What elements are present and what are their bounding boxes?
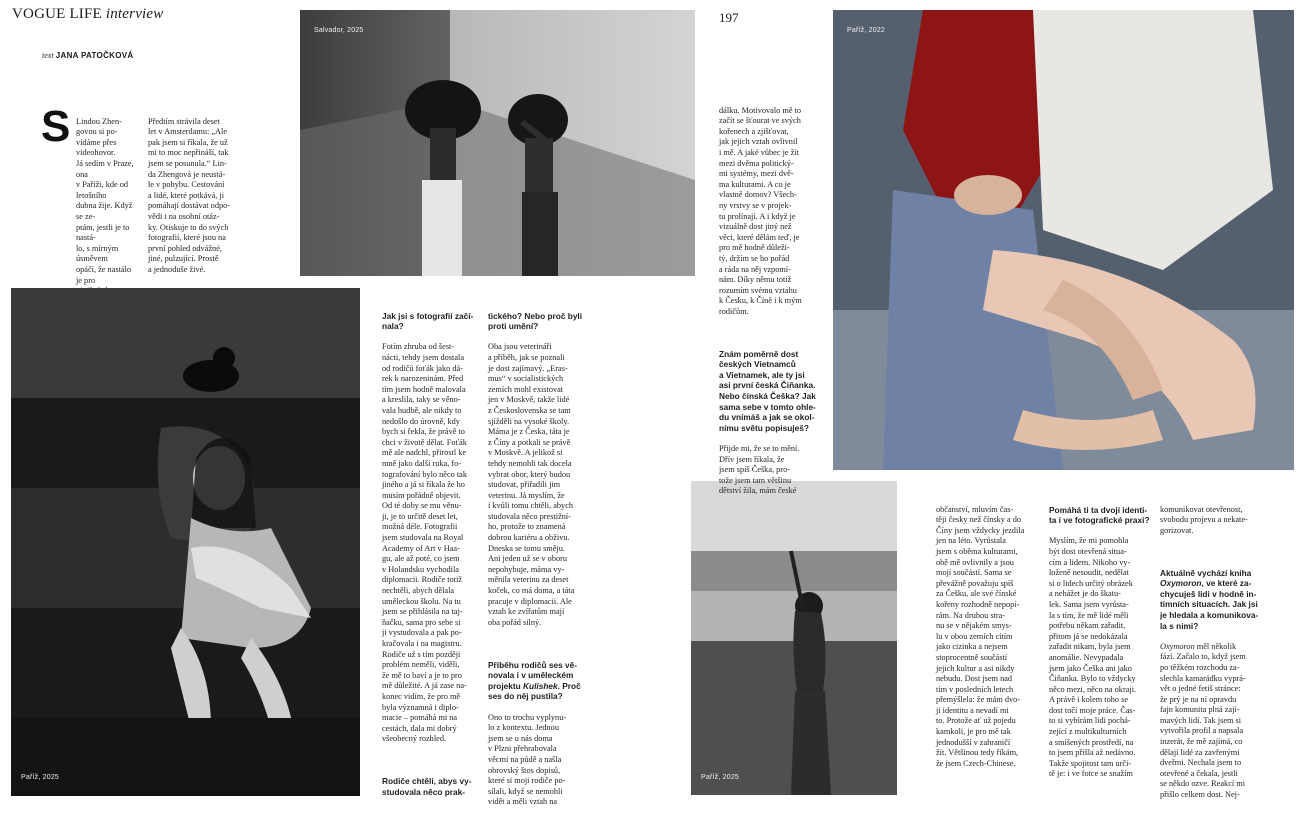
answer-1: Fotím zhruba od šest- nácti, tehdy jsem dostala od rodičů foťák jako dá- rek k narozeninám. Před tím jsem hodně malovala a kreslila, taky se věno- vala hudbě, ale nikdy to nedošlo do úrovně, kdy bych si řekla, že právě to chci v životě dělat. Foťák mě ale nadchl, přirostl ke mně jako další ruka, fo- tografování bylo něco tak jiného a já si říkala že ho musím pořádně objevit. Od té doby se mu věnu- ji, je to určitě deset let, možná déle. Fotografii jsem studovala na Royal Academy of Art v Haa- gu, ale až poté, co jsem v Holandsku vychodila diplomacii. Rodiče totiž nechtěli, abych dělala uměleckou školu. Na tu jsem se přihlásila na taj- ňačku, sama pro sebe si ji vystudovala a pak po- kračovala i na magistru. Rodiče už s tím později problém neměli, viděli, že mě to baví a je to pro mě důležité. A já zase na- konec vidím, že pro mě byla významná i diplo- macie – pomáhá mi na cestách, dala mi dobrý všeobecný rozhled. xyxy=(382,342,468,744)
magazine-header xyxy=(12,6,163,23)
answer-2: Oba jsou veterináři a příběh, jak se poznali je dost zajímavý. „Eras- mus“ v socialistických zemích mohl existovat jen v Moskvě, takže lidé z Československa se tam sjížděli na vysoké školy. Máma je z Česka, táta je z Číny a potkali se právě v Moskvě. A jelikož si tehdy nemohli tak docela vybrat obor, který budou studovat, přiřadili jim veterinu. Já myslím, že i kvůli tomu chtěli, abych studovala něco prestižní- ho, protože to znamená dobrou kariéru a obživu. Dneska se tomu směju. Ani jeden už se v oboru nepohybuje, máma vy- měnila veterinu za deset koček, co má doma, a táta pracuje v diplomacii. Ale vztah ke zvířatům mají oba pořád silný. xyxy=(488,342,575,627)
question-4: Znám poměrně dost českých Vietnamců a Vietnamek, ale ty jsi asi první česká Čiňanka. Nebo čínská Češka? Jak sama sebe v tomto ohle- du vnímáš a jak se okol- nímu světu popisuješ? xyxy=(719,348,816,433)
answer-5-cont: komunikovat otevřenost, svobodu projevu a nekate- gorizovat. xyxy=(1160,504,1248,535)
body-column-d xyxy=(936,494,1040,780)
byline-prefix: text xyxy=(42,51,54,60)
book-title-inline: Oxymoron xyxy=(1160,641,1195,651)
drop-cap: S xyxy=(41,102,71,151)
answer-4: Přijde mi, že se to mění. Dřív jsem říkala, že jsem spíš Češka, pro- tože jsem tam většinu dětství žila, mám české xyxy=(719,444,800,496)
answer-4-cont: občanství, mluvím čas- těji česky než čínsky a do Číny jsem vždycky jezdila jen na léto. Vyrůstala jsem s oběma kulturami, obě mě ovlivnily a jsou mojí součástí. Sama se převážně považuju spíš za Češku, ale své čínské kořeny rozhodně nepopí- rám. Na druhou stra- nu se v nějakém smys- lu v obou zemích cítím jako cizinka a nejsem stoprocentně součástí jejich kultur a asi nikdy nebudu. Dost jsem nad tím v posledních letech přemýšlela: že mám dvo- ji identitu a nevadí mi to. Protože ať už pojedu kamkoli, je pro mě tak jednodušší v zahraničí žít. Většinou tedy říkám, že jsem Czech-Chinese. xyxy=(936,504,1025,768)
question-6-part-b: , ve které za- chycuješ lidi v hodně in- timních situacích. Jak jsi je hledala a komunikova- la s nimi? xyxy=(1160,578,1259,631)
photo-paris-2022-image xyxy=(833,10,1294,470)
photo-paris-2022 xyxy=(833,10,1294,470)
photo-caption: Paříž, 2025 xyxy=(701,774,739,781)
photo-salvador-image xyxy=(300,10,695,276)
byline-author: JANA PATOČKOVÁ xyxy=(55,51,134,60)
question-3 xyxy=(488,660,588,702)
byline xyxy=(42,51,133,60)
body-column-e xyxy=(1049,494,1153,791)
question-6 xyxy=(1160,568,1268,632)
body-column-c xyxy=(719,95,819,508)
photo-caption: Paříž, 2025 xyxy=(21,774,59,781)
answer-6 xyxy=(1160,642,1268,801)
answer-5: Myslím, že mi pomohla být dost otevřená situa- cím a lidem. Nikoho vy- loženě nesoudit, nedělat si o lidech určitý obrázek a nehážet je do škatu- lek. Sama jsem vyrůsta- la s tím, že mě lidé měli potřebu někam zařadit, přitom já se nedokázala zařadit nikam, byla jsem anomálie. Nevypadala jsem jako Češka ani jako Čiňanka. Bylo to vždycky něco mezi, něco na okraji. A právě i kolem toho se dost točí moje práce. Čas- to si vybírám lidi pochá- zející z multikulturních a smíšených prostředí, na to jsem přišla až nedávno. Takže spojitost tam urči- tě je: i ve fotce se snažím xyxy=(1049,536,1137,779)
answer-3-cont: dálku. Motivovalo mě to začít se šťourat ve svých kořenech a zjišťovat, jak jejich vztah ovlivnil i mě. A jaké vůbec je žít mezi dvěma politický- mi systémy, mezi dvě- ma kulturami. A co je vlastně domov? Všech- ny vrstvy se v projek- tu prolínají. A i když je vizuálně dost jiný než věci, které dělám teď, je pro mě hodně důleži- tý, držím se ho pořád a ráda na něj vzpomí- nám. Díky němu totiž rozumím svému vztahu k Česku, k Číně i k mým rodičům. xyxy=(719,105,802,316)
intro-text-2: Předtím strávila deset let v Amsterdamu: „Ale pak jsem si říkala, že už mi to moc nepřináší, tak jsem se posunula.“ Lin- da Zhengová je neustá- le v pohybu. Cestování a lidé, které potkává, ji pomáhají dostávat odpo- vědi i na osobní otáz- ky. Otiskuje to do svých fotografií, které jsou na první pohled odvážné, jiné, pulzující. Prostě a jednoduše živé. xyxy=(148,116,231,274)
body-column-f xyxy=(1160,494,1268,811)
answer-3: Ono to trochu vyplynu- lo z kontextu. Jednou jsem se u nás doma v Plzni přehrabovala věcmi na půdě a našla obrovský štos dopisů, které si moji rodiče po- sílali, když se nemohli vidět a měli vztah na xyxy=(488,712,567,807)
question-3-part-a: Příběhu rodičů ses vě- novala i v uměleckém projektu xyxy=(488,659,577,691)
magazine-title: VOGUE LIFE xyxy=(12,6,102,22)
intro-text-1: Lindou Zhen- govou si po- vídáme přes videohovor. Já sedím v Praze, ona v Paříži, kde od letošního dubna žije. Když se ze- ptám, jestli je to nastá- lo, s mírným úsměvem opáčí, že nastálo je pro xyxy=(76,116,134,285)
photo-paris-left-image xyxy=(11,288,360,796)
photo-caption: Paříž, 2022 xyxy=(847,27,885,34)
book-title: Oxymoron xyxy=(1160,578,1202,589)
question-2-start: Rodiče chtěli, abys vy- studovala něco prak- xyxy=(382,776,472,797)
photo-salvador xyxy=(300,10,695,276)
photo-caption: Salvador, 2025 xyxy=(314,27,364,34)
photo-paris-2025-bottom xyxy=(691,481,897,795)
question-2-end: tického? Nebo proč byli proti umění? xyxy=(488,310,583,332)
project-title: Kulishek xyxy=(523,680,558,691)
question-6-part-a: Aktuálně vychází kniha xyxy=(1160,567,1252,578)
page-number: 197 xyxy=(719,10,739,25)
question-1: Jak jsi s fotografií začí- nala? xyxy=(382,310,474,332)
photo-paris-bottom-image xyxy=(691,481,897,795)
section-title: interview xyxy=(105,6,164,22)
body-column-b xyxy=(488,300,588,819)
body-column-a xyxy=(382,300,482,808)
question-5: Pomáhá ti ta dvojí identi- ta i ve fotografické praxi? xyxy=(1049,504,1150,526)
intro-column-2 xyxy=(148,106,248,286)
photo-paris-2025-left xyxy=(11,288,360,796)
question-3-part-b: . Proč ses do něj pustila? xyxy=(488,680,581,702)
answer-6-text: měl několik fází. Začalo to, když jsem po těžkém rozchodu za- slechla kamarádku vyprá- vět o jedné fetiš stránce: že prý je na ní opravdu fajn komunita plná zají- mavých lidí. Tak jsem si vytvořila profil a napsala inzerát, že mě zajímá, co dělají lidé za zavřenými dveřmi. Nechala jsem to otevřené a čekala, jestli se někdo ozve. Reakcí mi přišlo celkem dost. Nej- xyxy=(1160,641,1246,800)
